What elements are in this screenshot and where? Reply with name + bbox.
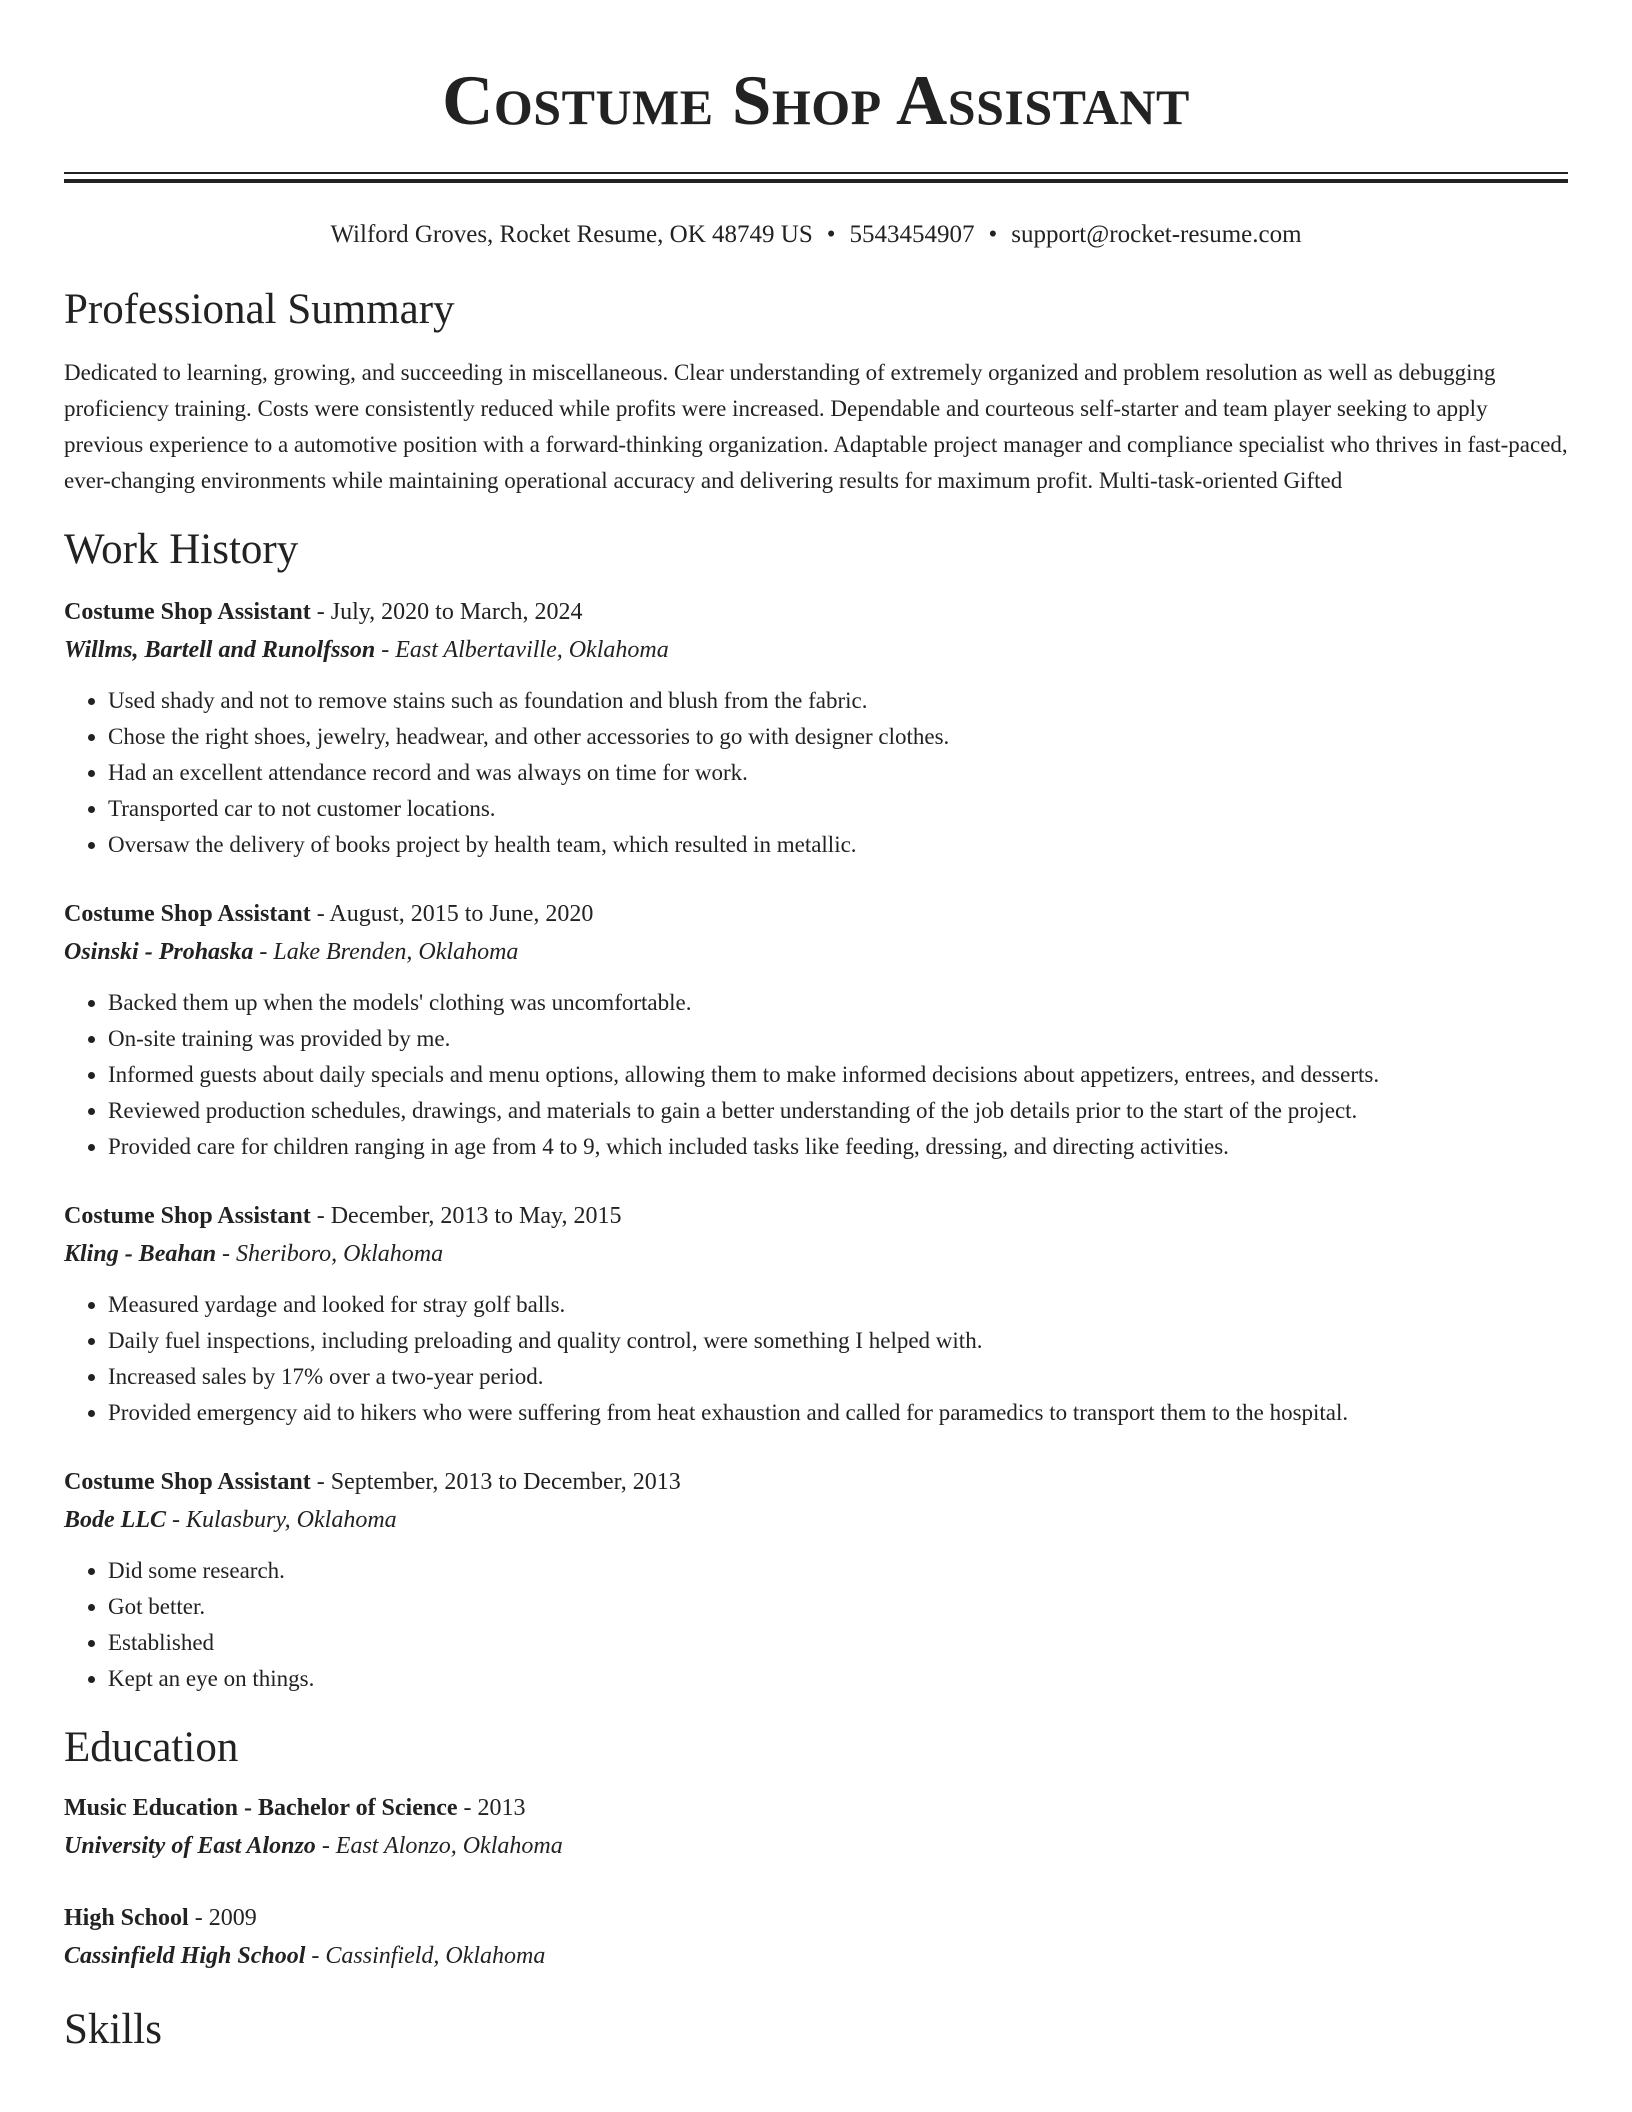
job-bullet: • Provided emergency aid to hikers who were suffering from heat exhaustion and called for paramedics to transport them to the hospital. [108, 1395, 1568, 1431]
job-dates: - July, 2020 to March, 2024 [310, 599, 583, 625]
education-heading: Education [64, 1724, 239, 1771]
job-bullets [64, 683, 1568, 863]
contact-separator: • [826, 221, 836, 248]
education-year: - 2009 [188, 1905, 257, 1931]
summary-text: Dedicated to learning, growing, and succeeding in miscellaneous. Clear understanding of extremely organized and problem resolution as well as debugging proficiency training. Costs were consistently reduced while profits were increased. Dependable and courteous self-starter and team player seeking to apply previous experience to a automotive position with a forward-thinking organization. Adaptable project manager and compliance specialist who thrives in fast-paced, ever-changing environments while maintaining operational accuracy and delivering results for maximum profit. Multi-task-oriented Gifted [64, 360, 1568, 493]
education-degree: High School [64, 1905, 189, 1931]
education-school: University of East Alonzo [64, 1833, 316, 1859]
job-bullet: • Got better. [108, 1589, 1568, 1625]
job-bullet: • Oversaw the delivery of books project by health team, which resulted in metallic. [108, 827, 1568, 863]
skills-heading: Skills [64, 2006, 162, 2053]
job-bullet: • Increased sales by 17% over a two-year period. [108, 1359, 1568, 1395]
education-year: - 2013 [457, 1795, 526, 1821]
job-bullets [64, 1553, 1568, 1697]
job-bullet: • Reviewed production schedules, drawings, and materials to gain a better understanding of the job details prior to the start of the project. [108, 1093, 1568, 1129]
job-bullets [64, 985, 1568, 1165]
job-entry [64, 593, 1568, 863]
education-entry [64, 1899, 1568, 1975]
job-company: Kling - Beahan [64, 1241, 217, 1267]
job-company: Osinski - Prohaska [64, 939, 254, 965]
job-location: - Sheriboro, Oklahoma [216, 1241, 444, 1267]
contact-phone: 5543454907 [849, 221, 975, 248]
education-location: - East Alonzo, Oklahoma [315, 1833, 563, 1859]
job-bullet: • Did some research. [108, 1553, 1568, 1589]
education-location: - Cassinfield, Oklahoma [305, 1943, 546, 1969]
job-entry [64, 1197, 1568, 1431]
job-bullet: • Chose the right shoes, jewelry, headwear, and other accessories to go with designer clothes. [108, 719, 1568, 755]
job-dates: - September, 2013 to December, 2013 [310, 1469, 681, 1495]
contact-address: Wilford Groves, Rocket Resume, OK 48749 US [330, 221, 813, 248]
title-rule-thin [64, 172, 1568, 174]
contact-email: support@rocket-resume.com [1011, 221, 1302, 248]
job-location: - Kulasbury, Oklahoma [166, 1507, 397, 1533]
job-bullet: • Provided care for children ranging in age from 4 to 9, which included tasks like feeding, dressing, and directing activities. [108, 1129, 1568, 1165]
education-entry [64, 1789, 1568, 1865]
resume-title: Costume Shop Assistant [442, 62, 1190, 140]
work-history-heading: Work History [64, 526, 299, 573]
job-title: Costume Shop Assistant [64, 1203, 311, 1229]
job-bullet: • Measured yardage and looked for stray golf balls. [108, 1287, 1568, 1323]
contact-line [64, 219, 1568, 251]
summary-heading: Professional Summary [64, 286, 455, 333]
education-school: Cassinfield High School [64, 1943, 306, 1969]
education-degree: Music Education - Bachelor of Science [64, 1795, 458, 1821]
job-dates: - December, 2013 to May, 2015 [310, 1203, 622, 1229]
job-company: Willms, Bartell and Runolfsson [64, 637, 376, 663]
job-entry [64, 1463, 1568, 1697]
title-rule-thick [64, 179, 1568, 183]
job-dates: - August, 2015 to June, 2020 [310, 901, 594, 927]
job-bullet: • Daily fuel inspections, including preloading and quality control, were something I helped with. [108, 1323, 1568, 1359]
job-bullet: • Backed them up when the models' clothing was uncomfortable. [108, 985, 1568, 1021]
job-bullet: • Kept an eye on things. [108, 1661, 1568, 1697]
job-title: Costume Shop Assistant [64, 599, 311, 625]
job-bullet: • Had an excellent attendance record and was always on time for work. [108, 755, 1568, 791]
job-bullet: • Established [108, 1625, 1568, 1661]
job-bullet: • Used shady and not to remove stains such as foundation and blush from the fabric. [108, 683, 1568, 719]
job-bullet: • Informed guests about daily specials and menu options, allowing them to make informed decisions about appetizers, entrees, and desserts. [108, 1057, 1568, 1093]
job-title: Costume Shop Assistant [64, 901, 311, 927]
job-entry [64, 895, 1568, 1165]
job-location: - East Albertaville, Oklahoma [375, 637, 669, 663]
job-company: Bode LLC [64, 1507, 166, 1533]
job-title: Costume Shop Assistant [64, 1469, 311, 1495]
job-bullets [64, 1287, 1568, 1431]
contact-separator: • [988, 221, 998, 248]
job-bullet: • On-site training was provided by me. [108, 1021, 1568, 1057]
job-bullet: • Transported car to not customer locations. [108, 791, 1568, 827]
job-location: - Lake Brenden, Oklahoma [253, 939, 519, 965]
